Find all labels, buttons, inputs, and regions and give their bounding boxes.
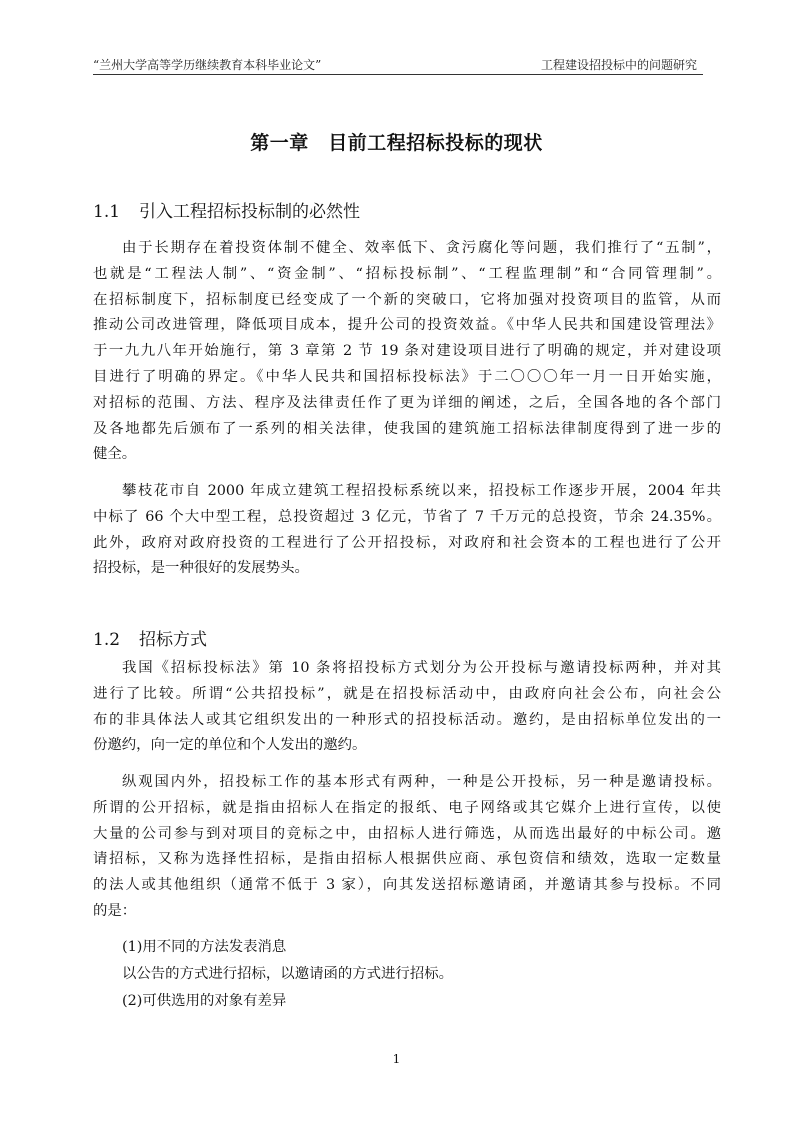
text-line: 在招标制度下，招标制度已经变成了一个新的突破口，它将加强对投资项目的监管，从而: [93, 291, 721, 308]
text-line: 招投标，是一种很好的发展势头。: [93, 560, 309, 577]
text-line: 目进行了明确的界定。《中华人民共和国招标投标法》于二〇〇〇年一月一日开始实施，: [93, 368, 721, 385]
text-line: 及各地都先后颁布了一系列的相关法律，使我国的建筑施工招标法律制度得到了进一步的: [93, 420, 721, 437]
text-line: 的法人或其他组织（通常不低于 3 家），向其发送招标邀请函，并邀请其参与投标。不同: [93, 877, 721, 894]
text-line: 此外，政府对政府投资的工程进行了公开招投标，对政府和社会资本的工程也进行了公开: [93, 534, 721, 551]
paragraph-2: [93, 479, 721, 582]
text-line: 健全。: [93, 446, 137, 463]
section-number: 1.2: [93, 630, 121, 650]
page-header: [93, 56, 703, 75]
text-line: 中标了 66 个大中型工程，总投资超过 3 亿元，节省了 7 千万元的总投资，节余 24.35%。: [93, 508, 721, 525]
text-line: 推动公司改进管理，降低项目成本，提升公司的投资效益。《中华人民共和国建设管理法》: [93, 317, 721, 334]
list-item: (1)用不同的方法发表消息: [122, 939, 287, 955]
text-line: 请招标，又称为选择性招标，是指由招标人根据供应商、承包资信和绩效，选取一定数量: [93, 851, 721, 868]
text-line: 攀枝花市自 2000 年成立建筑工程招投标系统以来，招投标工作逐步开展，2004 年共: [122, 483, 721, 499]
text-line: 的是：: [93, 902, 137, 919]
text-line: 对招标的范围、方法、程序及法律责任作了更为详细的阐述，之后，全国各地的各个部门: [93, 394, 721, 411]
paragraph-4: [93, 770, 721, 925]
text-line: 纵观国内外，招投标工作的基本形式有两种，一种是公开投标，另一种是邀请投标。: [122, 774, 721, 790]
list-item: 以公告的方式进行招标，以邀请函的方式进行招标。: [122, 966, 453, 982]
section-heading-1-2: [93, 625, 207, 650]
text-line: 进行了比较。所谓“公共招投标”，就是在招投标活动中，由政府向社会公布，向社会公: [93, 685, 721, 702]
page-number: 1: [392, 1052, 401, 1066]
text-line: 大量的公司参与到对项目的竞标之中，由招标人进行筛选，从而选出最好的中标公司。邀: [93, 825, 721, 842]
section-number: 1.1: [93, 202, 121, 222]
text-line: 于一九九八年开始施行，第 3 章第 2 节 19 条对建设项目进行了明确的规定，并对建设项: [93, 343, 721, 360]
text-line: 所谓的公开招标，就是指由招标人在指定的报纸、电子网络或其它媒介上进行宣传，以使: [93, 799, 721, 816]
text-line: 也就是“工程法人制”、“资金制”、“招标投标制”、“工程监理制”和“合同管理制”。: [93, 265, 721, 282]
header-paper-title: 工程建设招投标中的问题研究: [540, 58, 697, 72]
paragraph-1: [93, 236, 721, 468]
chapter-title: 第一章 目前工程招标投标的现状: [250, 132, 543, 154]
section-title: 招标方式: [139, 630, 207, 650]
text-line: 份邀约，向一定的单位和个人发出的邀约。: [93, 737, 367, 754]
paragraph-3: [93, 656, 721, 759]
header-thesis-label: “兰州大学高等学历继续教育本科毕业论文”: [93, 58, 322, 72]
text-line: 由于长期存在着投资体制不健全、效率低下、贪污腐化等问题，我们推行了“五制”，: [122, 240, 721, 256]
text-line: 布的非具体法人或其它组织发出的一种形式的招投标活动。邀约，是由招标单位发出的一: [93, 711, 721, 728]
list-item: (2)可供选用的对象有差异: [122, 993, 287, 1009]
text-line: 我国《招标投标法》第 10 条将招投标方式划分为公开投标与邀请投标两种，并对其: [122, 660, 721, 676]
section-heading-1-1: [93, 197, 360, 222]
section-title: 引入工程招标投标制的必然性: [139, 202, 360, 222]
